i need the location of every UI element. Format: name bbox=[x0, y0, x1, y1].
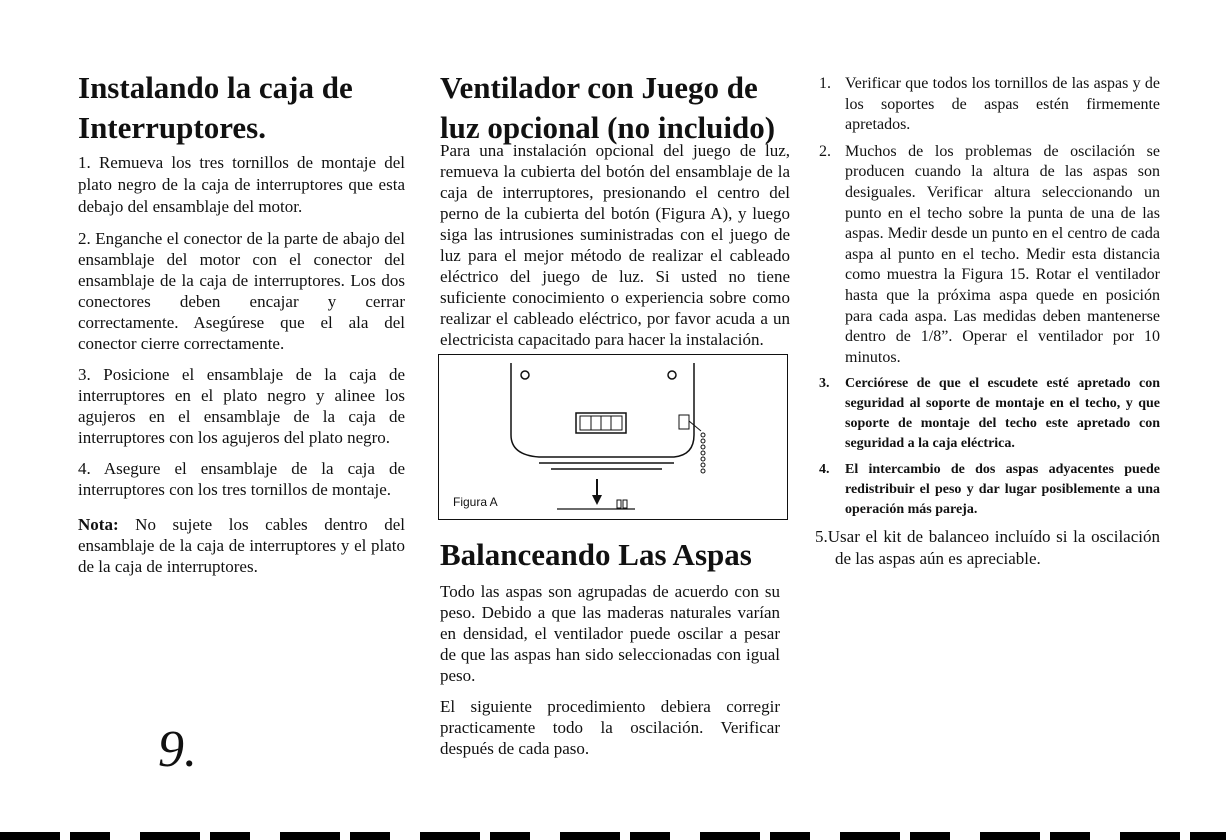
section-title-light-kit: Ventilador con Juego de luz opcional (no incluido) bbox=[440, 70, 776, 145]
balancing-intro bbox=[440, 581, 780, 769]
list-item: 4. El intercambio de dos aspas adyacentes puede redistribuir el peso y dar lugar posiblemente a una operación más pareja. bbox=[819, 462, 1160, 518]
balancing-steps-list bbox=[815, 74, 1160, 576]
note-text: No sujete los cables dentro del ensamblaje de la caja de interruptores y el plato de la caja de interruptores. bbox=[78, 515, 405, 576]
figure-label: Figura A bbox=[453, 495, 498, 509]
note bbox=[78, 514, 405, 577]
section-title-switch-box: Instalando la caja de Interruptores. bbox=[78, 70, 353, 145]
bottom-divider bbox=[0, 832, 1226, 840]
switch-box-instructions bbox=[78, 152, 405, 587]
list-item: 2. Muchos de los problemas de oscilación se producen cuando la altura de las aspas son desiguales. Verificar altura seleccionando un punto en el techo sobre la punta de una de las aspas. Medir desde un punto en el centro de cada aspa al punto en el techo. Medir esta distancia como muestra la Figura 15. Rotar el ventilador hasta que la próxima aspa quede en posición para cada aspa. Las medidas deben mantenerse dentro de 1/8”. Operar el ventilador por 10 minutos. bbox=[819, 142, 1160, 366]
balancing-p1: Todo las aspas son agrupadas de acuerdo con su peso. Debido a que las maderas naturales varían en densidad, el ventilador puede oscilar a pesar de que las aspas han sido seleccionadas con igual peso. bbox=[440, 582, 780, 685]
step-4: 4. Asegure el ensamblaje de la caja de interruptores con los tres tornillos de montaje. bbox=[78, 459, 405, 499]
figure-a bbox=[438, 354, 788, 520]
list-item: 3. Cerciórese de que el escudete esté apretado con seguridad al soporte de montaje en el techo, y que soporte de montaje del techo este apretado con seguridad a la caja eléctrica. bbox=[819, 376, 1160, 452]
step-2: 2. Enganche el conector de la parte de abajo del ensamblaje del motor con el conector del ensamblaje de la caja de interruptores. Los dos conectores deben encajar y cerrar correctamente. Asegúrese que el ala del conector cierre correctamente. bbox=[78, 229, 405, 353]
list-item: 1. Verificar que todos los tornillos de las aspas y de los soportes de aspas estén firmemente apretados. bbox=[819, 75, 1160, 134]
step-3: 3. Posicione el ensamblaje de la caja de interruptores en el plato negro y alinee los agujeros en el ensamblaje de la caja de interruptores con los agujeros del plato negro. bbox=[78, 365, 405, 447]
light-kit-instructions: Para una instalación opcional del juego de luz, remueva la cubierta del botón del ensamblaje de la caja de interruptores, presionando el centro del perno de la cubierta del botón (Figura A), y luego siga las intrusiones suministradas con el juego de luz para el mejor método de realizar el cableado eléctrico del juego de luz. Si usted no tiene suficiente conocimiento o experiencia sobre como realizar el cableado eléctrico, por favor acuda a un electricista capacitado para hacer la instalación. bbox=[440, 141, 790, 349]
note-label: Nota: bbox=[78, 515, 119, 534]
page-number: 9. bbox=[158, 721, 197, 778]
balancing-p2: El siguiente procedimiento debiera corregir practicamente todo la oscilación. Verificar después de cada paso. bbox=[440, 697, 780, 758]
step-1: 1. Remueva los tres tornillos de montaje del plato negro de la caja de interruptores que esta debajo del ensamblaje del motor. bbox=[78, 153, 405, 216]
section-title-balancing: Balanceando Las Aspas bbox=[440, 537, 752, 572]
list-item: 5.Usar el kit de balanceo incluído si la oscilación de las aspas aún es apreciable. bbox=[815, 527, 1160, 569]
